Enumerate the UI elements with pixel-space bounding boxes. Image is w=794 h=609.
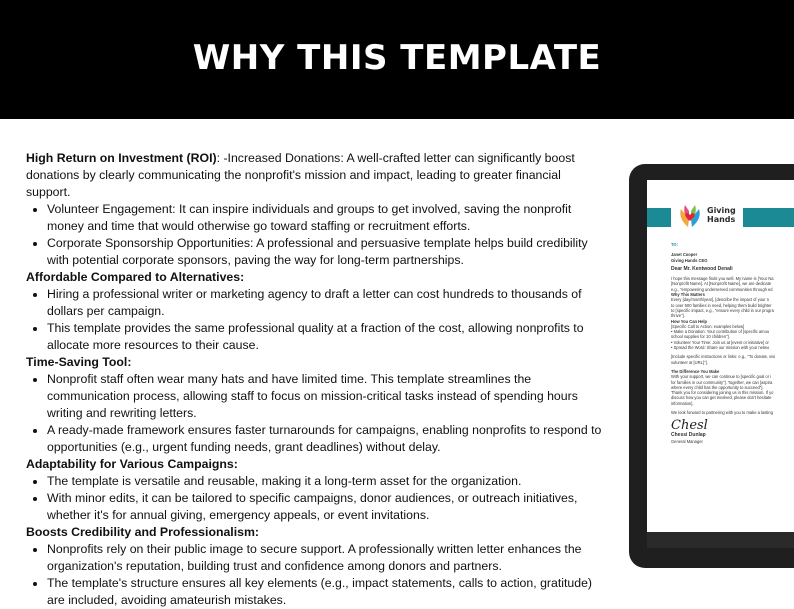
letter-line: Thank you for considering joining us in this mission. If yo (671, 390, 774, 396)
letter-line: volunteer at [URL]"]. (671, 359, 708, 365)
section-heading-text: Affordable Compared to Alternatives: (26, 270, 245, 284)
section-heading (26, 456, 606, 473)
section-heading-text: Adaptability for Various Campaigns: (26, 457, 238, 471)
bullet-list (26, 371, 606, 456)
section-heading (26, 269, 606, 286)
list-item: • Volunteer Engagement: It can inspire individuals and groups to get involved, saving the nonprofit money and time that would otherwise go toward staffing or recruitment efforts. (47, 201, 606, 235)
letter-to-label: TO: (671, 242, 678, 247)
signature: Chesl (671, 418, 708, 434)
letter-line: • Volunteer Your Time: Join us at [event or initiative] or (671, 339, 769, 345)
list-item: • Corporate Sponsorship Opportunities: A professional and persuasive template helps build credibility with potential corporate sponsors, paving the way for long-term partnerships. (47, 235, 606, 269)
section-heading-text: Boosts Credibility and Professionalism: (26, 525, 260, 539)
letter-sender-name: Janet Cooper (671, 252, 698, 258)
letter-line: e.g., "empowering underserved communities through ed (671, 286, 773, 292)
letter-body (671, 242, 794, 444)
signer-title: General Manager (671, 438, 703, 444)
list-item: • Nonprofits rely on their public image to secure support. A professionally written letter enhances the organization's reputation, building trust and confidence among donors and partners. (47, 541, 606, 575)
list-item: • Hiring a professional writer or marketing agency to draft a letter can cost hundreds to thousands of dollars per campaign. (47, 286, 606, 320)
letter-preview (647, 180, 794, 548)
section-heading (26, 150, 606, 201)
section-heading-text: Time-Saving Tool: (26, 355, 132, 369)
letter-line: to over 500 families in need, helping them build brighter (671, 302, 772, 308)
section-heading-text: High Return on Investment (ROI) (26, 151, 217, 165)
list-item: • Nonprofit staff often wear many hats and have limited time. This template streamlines the communication process, allowing staff to focus on mission-critical tasks instead of spending hours writing and rewriting letters. (47, 371, 606, 422)
giving-hands-logo (671, 197, 743, 237)
list-item: • A ready-made framework ensures faster turnarounds for campaigns, enabling nonprofits to respond to opportunities (e.g., urgent funding needs, grant deadlines) without delay. (47, 422, 606, 456)
bullet-list (26, 201, 606, 269)
letter-subheading: The Difference You Make (671, 368, 720, 374)
bullet-list (26, 473, 606, 524)
bullet-list (26, 541, 606, 609)
list-item: • The template is versatile and reusable, making it a long-term asset for the organization. (47, 473, 606, 490)
letter-line: [Nonprofit Name]. At [Nonprofit Name], we are dedicate (671, 281, 772, 287)
letter-subheading: Why This Matters (671, 292, 705, 298)
letter-line: Every [day/month/year], [describe the impact of your n (671, 297, 770, 303)
signer-name: Chessi Dunlap (671, 432, 706, 439)
letter-salutation: Dear Mr. Kentwood Denali (671, 265, 733, 272)
letter-line: discuss how you can get involved, please don't hesitate (671, 395, 772, 401)
letter-line: to [specific impact, e.g., "ensure every child in our progra (671, 307, 774, 313)
letter-line: [Specific Call to Action: examples below] (671, 323, 745, 329)
letter-line: • Spread the Word: Share our mission with your netwo (671, 345, 770, 351)
list-item: • With minor edits, it can be tailored to specific campaigns, donor audiences, or outreach initiatives, whether it's for annual giving, emergency appeals, or event invitations. (47, 490, 606, 524)
letter-line: where every child has the opportunity to succeed"]. (671, 384, 764, 390)
tablet-bottom-bar (647, 532, 794, 548)
letter-closing: We look forward to partnering with you to make a lasting (671, 410, 773, 416)
letter-line: I hope this message finds you well. My name is [Your Na (671, 276, 774, 282)
section-heading (26, 524, 606, 541)
logo-text: Giving Hands (707, 206, 736, 224)
benefits-list (26, 150, 606, 609)
page-title: WHY THIS TEMPLATE (192, 38, 602, 78)
hands-heart-icon (677, 201, 703, 231)
header-banner (0, 0, 794, 119)
letter-line: information]. (671, 400, 694, 406)
letter-line: thrive"]. (671, 313, 685, 319)
list-item: • This template provides the same professional quality at a fraction of the cost, allowing nonprofits to allocate more resources to their cause. (47, 320, 606, 354)
bullet-list (26, 286, 606, 354)
letter-line: • Make a Donation: Your contribution of [specific amou (671, 329, 770, 335)
section-intro: : -Increased Donations: A well-crafted letter can significantly boost donations by clearly communicating the nonprofit's mission and impact, leading to greater financial support. (26, 151, 575, 199)
letter-line: With your support, we can continue to [specific goal or i (671, 374, 772, 380)
letter-line: [Include specific instructions or links: e.g., "To donate, visi (671, 354, 776, 360)
section-heading (26, 354, 606, 371)
letter-line: for families in our community"]. Together, we can [aspira (671, 379, 773, 385)
letter-subheading: How You Can Help (671, 318, 708, 324)
list-item: • The template's structure ensures all key elements (e.g., impact statements, calls to action, gratitude) are included, avoiding amateurish mistakes. (47, 575, 606, 609)
letter-line: school supplies for 10 children"]. (671, 334, 730, 340)
letter-sender-title: Giving Hands CEO (671, 257, 708, 263)
